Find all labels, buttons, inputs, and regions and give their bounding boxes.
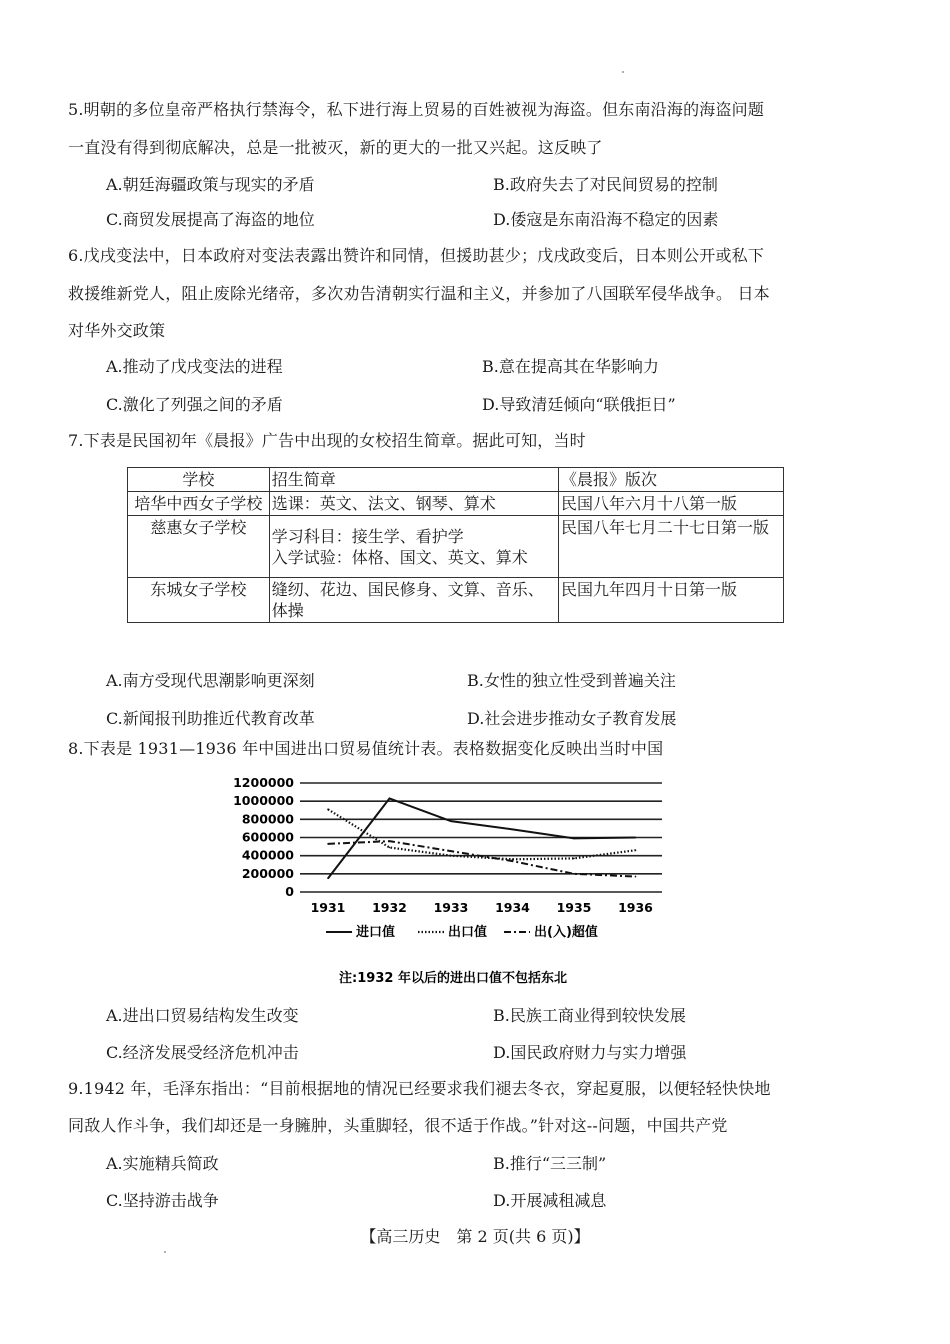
table-cell-rules-line1: 学习科目：接生学、看护学: [271, 527, 464, 546]
scan-speck: [622, 71, 624, 73]
data-point: [512, 829, 514, 831]
data-point: [389, 840, 391, 842]
table-header-edition: 《晨报》版次: [559, 468, 784, 492]
recruitment-table: [127, 467, 784, 623]
q9-option-a[interactable]: A.实施精兵简政: [106, 1154, 219, 1173]
q6-stem-line1: 6.戊戌变法中，日本政府对变法表露出赞许和同情，但援助甚少；戊戌政变后，日本则公开或私下: [68, 246, 765, 265]
table-cell-school: 慈惠女子学校: [128, 516, 270, 578]
table-cell-school: 培华中西女子学校: [128, 492, 270, 516]
x-tick-label: 1936: [618, 900, 653, 915]
data-point: [635, 876, 637, 878]
data-point: [327, 843, 329, 845]
x-tick-label: 1932: [372, 900, 407, 915]
y-tick-label: 1000000: [233, 793, 294, 809]
q8-option-b[interactable]: B.民族工商业得到较快发展: [493, 1006, 686, 1025]
q8-option-c[interactable]: C.经济发展受经济危机冲击: [106, 1043, 299, 1062]
table-header-row: [128, 468, 784, 492]
x-tick-label: 1935: [556, 900, 592, 915]
q5-option-b[interactable]: B.政府失去了对民间贸易的控制: [493, 175, 718, 194]
data-point: [327, 878, 329, 880]
q5-option-a[interactable]: A.朝廷海疆政策与现实的矛盾: [106, 175, 315, 194]
y-tick-label: 200000: [241, 865, 294, 881]
scan-speck: [164, 1251, 166, 1253]
table-cell-rules: 缝纫、花边、国民修身、文算、音乐、体操: [269, 578, 558, 623]
y-tick-label: 800000: [241, 811, 294, 827]
data-point: [573, 873, 575, 875]
table-row: [128, 578, 784, 623]
q5-stem-line2: 一直没有得到彻底解决，总是一批被灭，新的更大的一批又兴起。这反映了: [68, 138, 603, 157]
table-header-school: 学校: [128, 468, 270, 492]
q5-option-c[interactable]: C.商贸发展提高了海盗的地位: [106, 210, 315, 229]
table-cell-rules: [269, 516, 558, 578]
y-tick-label: 1200000: [233, 775, 294, 790]
data-point: [512, 859, 514, 861]
trade-chart: [228, 768, 678, 990]
x-tick-label: 1931: [310, 900, 346, 915]
y-tick-label: 600000: [241, 829, 294, 845]
q6-stem-line3: 对华外交政策: [68, 321, 166, 340]
table-cell-rules-line2: 入学试验：体格、国文、英文、算术: [271, 548, 528, 567]
q7-option-b[interactable]: B.女性的独立性受到普遍关注: [467, 671, 676, 690]
data-point: [635, 849, 637, 851]
table-row: [128, 516, 784, 578]
data-point: [573, 858, 575, 860]
data-point: [389, 798, 391, 800]
legend-label: 出(入)超值: [534, 925, 598, 940]
data-point: [635, 837, 637, 839]
q8-option-d[interactable]: D.国民政府财力与实力增强: [493, 1043, 687, 1062]
page-footer: 【高三历史 第 2 页(共 6 页)】: [360, 1227, 590, 1246]
y-tick-label: 400000: [241, 847, 294, 863]
q7-stem: 7.下表是民国初年《晨报》广告中出现的女校招生简章。据此可知，当时: [68, 431, 586, 450]
table-row: [128, 492, 784, 516]
q9-option-b[interactable]: B.推行“三三制”: [493, 1154, 607, 1173]
series-line-dashdot: [328, 841, 636, 876]
x-tick-label: 1934: [495, 900, 530, 915]
q6-option-b[interactable]: B.意在提高其在华影响力: [482, 357, 659, 376]
table-header-rules: 招生简章: [269, 468, 558, 492]
q9-option-d[interactable]: D.开展减租减息: [493, 1191, 607, 1210]
table-cell-rules: 选课：英文、法文、钢琴、算术: [269, 492, 558, 516]
data-point: [450, 820, 452, 822]
q9-stem-line2: 同敌人作斗争，我们却还是一身臃肿，头重脚轻，很不适于作战。”针对这--问题，中国共产党: [68, 1116, 728, 1135]
q7-option-a[interactable]: A.南方受现代思潮影响更深刻: [106, 671, 315, 690]
legend-label: 出口值: [448, 925, 488, 940]
q6-stem-line2: 救援维新党人，阻止废除光绪帝，多次劝告清朝实行温和主义，并参加了八国联军侵华战争。 日本: [68, 284, 770, 303]
table-cell-edition: 民国九年四月十日第一版: [559, 578, 784, 623]
table-cell-school: 东城女子学校: [128, 578, 270, 623]
legend-label: 进口值: [356, 925, 396, 940]
q6-option-d[interactable]: D.导致清廷倾向“联俄拒日”: [482, 395, 676, 414]
table-cell-edition: 民国八年六月十八第一版: [559, 492, 784, 516]
q8-stem: 8.下表是 1931—1936 年中国进出口贸易值统计表。表格数据变化反映出当时中国: [68, 739, 664, 758]
y-tick-label: 0: [285, 884, 294, 899]
data-point: [327, 809, 329, 811]
q8-option-a[interactable]: A.进出口贸易结构发生改变: [106, 1006, 299, 1025]
data-point: [512, 860, 514, 862]
data-point: [450, 850, 452, 852]
x-tick-label: 1933: [433, 900, 469, 915]
q6-option-c[interactable]: C.激化了列强之间的矛盾: [106, 395, 283, 414]
data-point: [573, 838, 575, 840]
table-cell-edition: 民国八年七月二十七日第一版: [559, 516, 784, 578]
q5-stem-line1: 5.明朝的多位皇帝严格执行禁海令，私下进行海上贸易的百姓被视为海盗。但东南沿海的海盗问题: [68, 100, 765, 119]
chart-note: 注:1932 年以后的进出口值不包括东北: [339, 971, 567, 986]
data-point: [389, 847, 391, 849]
q5-option-d[interactable]: D.倭寇是东南沿海不稳定的因素: [493, 210, 719, 229]
data-point: [450, 855, 452, 857]
q9-option-c[interactable]: C.坚持游击战争: [106, 1191, 219, 1210]
q9-stem-line1: 9.1942 年，毛泽东指出：“目前根据地的情况已经要求我们褪去冬衣，穿起夏服，以便轻轻快快地: [68, 1079, 771, 1098]
series-line-solid: [328, 798, 636, 878]
q7-option-c[interactable]: C.新闻报刊助推近代教育改革: [106, 709, 315, 728]
q7-option-d[interactable]: D.社会进步推动女子教育发展: [467, 709, 677, 728]
q6-option-a[interactable]: A.推动了戊戌变法的进程: [106, 357, 283, 376]
